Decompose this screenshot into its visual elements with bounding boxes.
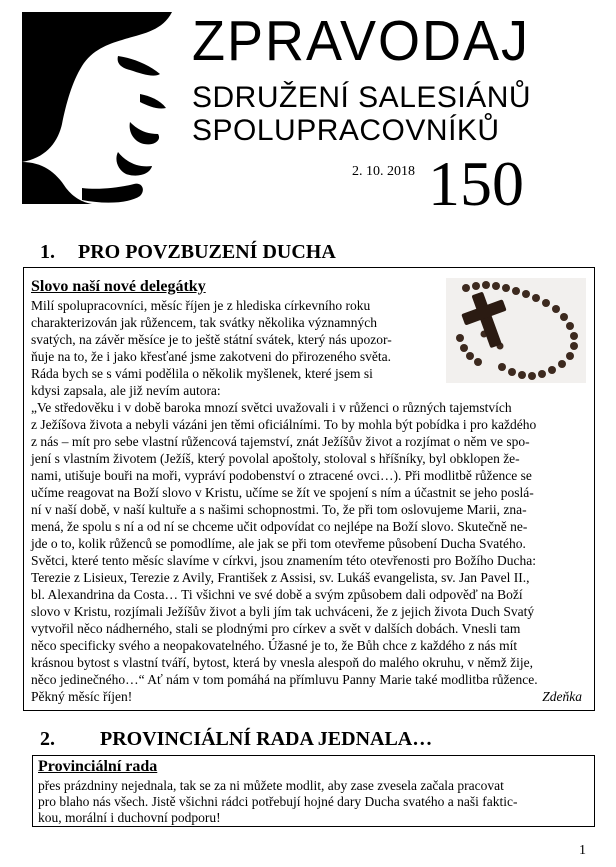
section1-box: [23, 267, 595, 711]
rosary-image-icon: [446, 278, 586, 383]
section1-line: ňuje na to, že i jako křesťané jsme zakotveni do přirozeného světa.: [31, 349, 392, 364]
section1-line: z nás – mít pro sebe vlastní růžencová tajemství, znát Ježíšův život a rozjímat o něm ve spo-: [31, 434, 530, 449]
section1-line: něco jedinečného…“ Ať nám v tom pomáhá na přímluvu Panny Marie také modlitba růžence.: [31, 672, 538, 687]
section1-line: charakterizován jak růžencem, tak svátky několika významných: [31, 315, 377, 330]
section1-line: vytvořil něco nádherného, stali se plodnými pro církev a svět v dalších dobách. Vnesli tam: [31, 621, 521, 636]
section2-line: pro blaho nás všech. Jistě všichni rádci potřebují hojné dary Ducha svatého a naši faktic-: [38, 794, 518, 809]
section1-line: bl. Alexandrina da Costa… Ti všichni ve své době a svým způsobem dali odpověď na Boží: [31, 587, 523, 602]
section1-line: svatých, na závěr měsíce je to ještě státní svátek, který nás upozor-: [31, 332, 392, 347]
masthead-title: ZPRAVODAJ: [192, 9, 531, 73]
masthead-subtitle-line2: SPOLUPRACOVNÍKŮ: [192, 114, 500, 147]
section2-line: kou, morální i duchovní podporu!: [38, 810, 221, 825]
section1-line: jde o to, kolik růženců se pomodlíme, ale jak se při tom otevřeme působení Ducha Svatého.: [31, 536, 526, 551]
section1-line: nami, utišuje bouři na moři, vypráví podobenství o ztracené ovci…). Při modlitbě růžence se: [31, 468, 532, 483]
section2-line: přes prázdniny nejednala, tak se za ni můžete modlit, aby zase zvesela začala pracovat: [38, 778, 504, 793]
section2-heading-text: PROVINCIÁLNÍ RADA JEDNALA…: [100, 728, 433, 750]
section2-number: 2.: [40, 728, 55, 750]
section1-heading: [40, 241, 336, 264]
portrait-logo-icon: [22, 12, 182, 204]
section2-box: [32, 755, 595, 827]
masthead-subtitle-line1: SDRUŽENÍ SALESIÁNŮ: [192, 81, 532, 114]
section1-line: Pěkný měsíc říjen!: [31, 689, 133, 704]
section1-line: mená, že spolu s ní a od ní se chceme učit odpovídat co nejlépe na Boží slovo. Skutečně ne-: [31, 519, 528, 534]
section1-line: z Ježíšova života a nebyli vázáni jen těmi oficiálními. To by mohla být pobídka i pro každého: [31, 417, 537, 432]
section1-line: kdysi zapsala, ale již nevím autora:: [31, 383, 221, 398]
section1-line: Milí spolupracovníci, měsíc říjen je z hlediska církevního roku: [31, 298, 371, 313]
signature: Zdeňka: [542, 689, 582, 704]
section1-number: 1.: [40, 241, 55, 263]
section1-line: Ráda bych se s vámi podělila o několik myšlenek, které jsem si: [31, 366, 373, 381]
section2-box-title: Provinciální rada: [38, 758, 158, 775]
section1-line: učíme reagovat na Boží slovo v Kristu, učíme se žít ve spojení s ním a účastnit se jeho poslá-: [31, 485, 534, 500]
section1-line: jení s vlastním životem (Ježíš, který povolal apoštoly, stoloval s hříšníky, byl obklopen že-: [31, 451, 520, 466]
issue-number: 150: [428, 148, 524, 219]
section1-line: slovo v Kristu, rozjímali Ježíšův život a byli jím tak uchváceni, že z jejich života Duch Svatý: [31, 604, 535, 619]
page-number: 1: [579, 843, 586, 858]
section1-box-title: Slovo naší nové delegátky: [31, 278, 206, 295]
section1-line: ní v naší době, v naší kultuře a s našimi schopnostmi. To, že při tom oslovujeme Marii, zna-: [31, 502, 527, 517]
section1-line: Terezie z Lisieux, Terezie z Avily, František z Assisi, sv. Lukáš evangelista, sv. Jan Pavel II.,: [31, 570, 530, 585]
section1-heading-text: PRO POVZBUZENÍ DUCHA: [78, 241, 336, 263]
section1-line: něco specificky svého a neopakovatelného. Úžasné je to, že Bůh chce z každého z nás mít: [31, 638, 518, 653]
section1-line: „Ve středověku i v době baroka mnozí světci uvažovali i v růženci o různých tajemstvích: [31, 400, 512, 415]
section2-heading: [40, 728, 432, 751]
section1-line: krásnou bytost s vlastní tváří, bytost, která by vnesla alespoň do malého okruhu, v němž žije,: [31, 655, 534, 670]
section1-line: Světci, které tento měsíc slavíme v církvi, jsou znamením této otevřenosti pro Božího Ducha:: [31, 553, 536, 568]
issue-date: 2. 10. 2018: [352, 164, 415, 179]
